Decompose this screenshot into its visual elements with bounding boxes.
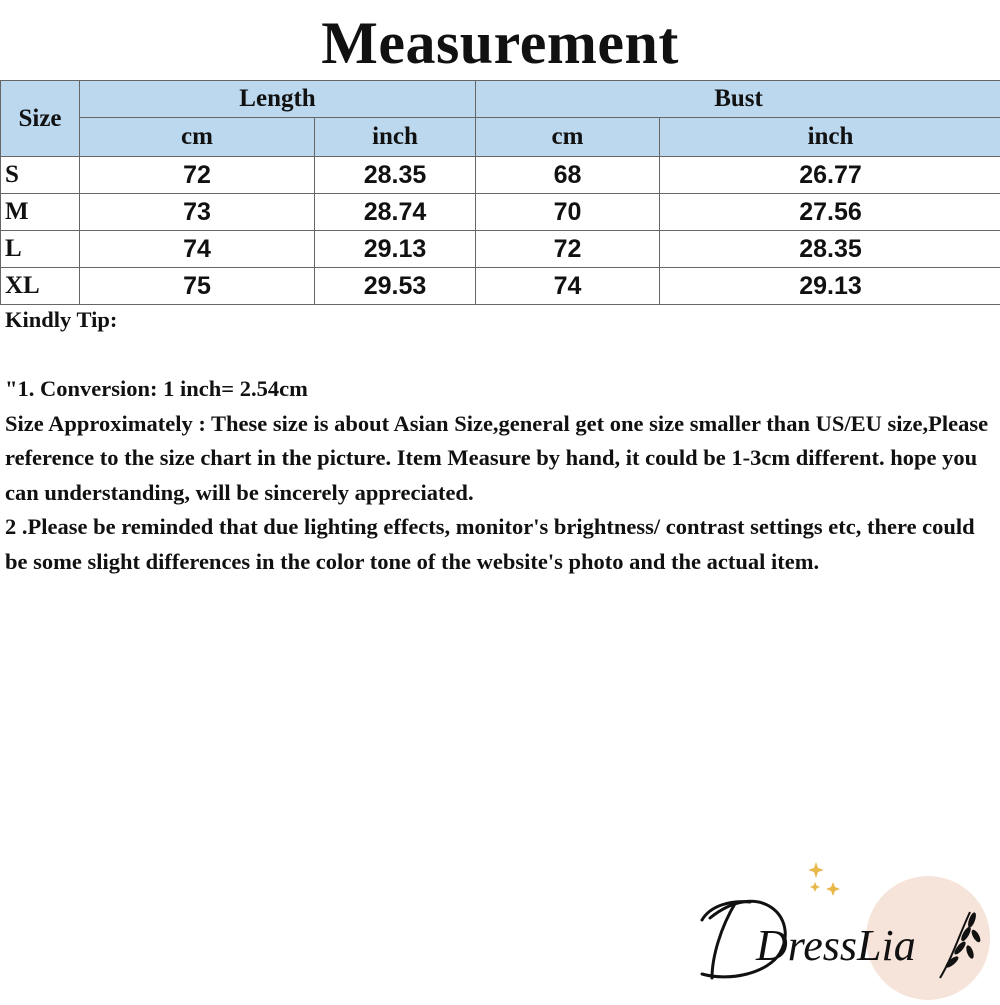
size-cell: XL: [1, 268, 80, 305]
length-cm-header: cm: [80, 118, 315, 157]
size-chart-table: [0, 80, 1000, 305]
sparkle-icon: [808, 862, 840, 896]
bust-inch-cell: 27.56: [660, 194, 1000, 231]
bust-inch-cell: 29.13: [660, 268, 1000, 305]
length-inch-header: inch: [315, 118, 476, 157]
table-header-row: [1, 81, 1000, 118]
page-title: Measurement: [0, 8, 1000, 78]
tip-size-note: Size Approximately : These size is about Asian Size,general get one size smaller than US/EU size,Please reference to the size chart in the picture. Item Measure by hand, it could be 1-3cm different. hope you can understanding, will be sincerely appreciated.: [5, 407, 995, 511]
bust-inch-header: inch: [660, 118, 1000, 157]
table-row: [1, 194, 1000, 231]
length-cm-cell: 72: [80, 157, 315, 194]
length-inch-cell: 29.13: [315, 231, 476, 268]
length-inch-cell: 29.53: [315, 268, 476, 305]
tip-conversion: "1. Conversion: 1 inch= 2.54cm: [5, 372, 995, 407]
length-cm-cell: 75: [80, 268, 315, 305]
table-unit-row: [1, 118, 1000, 157]
length-cm-cell: 74: [80, 231, 315, 268]
table-row: [1, 231, 1000, 268]
bust-cm-cell: 72: [476, 231, 660, 268]
logo-wordmark: DressLia: [755, 921, 916, 970]
kindly-tip-section: [5, 303, 995, 579]
table-row: [1, 268, 1000, 305]
size-cell: M: [1, 194, 80, 231]
bust-cm-header: cm: [476, 118, 660, 157]
size-cell: L: [1, 231, 80, 268]
bust-cm-cell: 68: [476, 157, 660, 194]
size-column-header: Size: [1, 81, 80, 157]
length-inch-cell: 28.74: [315, 194, 476, 231]
bust-group-header: Bust: [476, 81, 1000, 118]
size-cell: S: [1, 157, 80, 194]
dresslia-logo-icon: [690, 858, 1000, 1000]
bust-inch-cell: 26.77: [660, 157, 1000, 194]
length-group-header: Length: [80, 81, 476, 118]
bust-inch-cell: 28.35: [660, 231, 1000, 268]
bust-cm-cell: 70: [476, 194, 660, 231]
spacer: [5, 338, 995, 373]
length-cm-cell: 73: [80, 194, 315, 231]
table-row: [1, 157, 1000, 194]
tip-heading: Kindly Tip:: [5, 303, 995, 338]
tip-color-note: 2 .Please be reminded that due lighting effects, monitor's brightness/ contrast settings etc, there could be some slight differences in the color tone of the website's photo and the actual item.: [5, 510, 995, 579]
brand-logo: [690, 858, 1000, 1000]
bust-cm-cell: 74: [476, 268, 660, 305]
length-inch-cell: 28.35: [315, 157, 476, 194]
